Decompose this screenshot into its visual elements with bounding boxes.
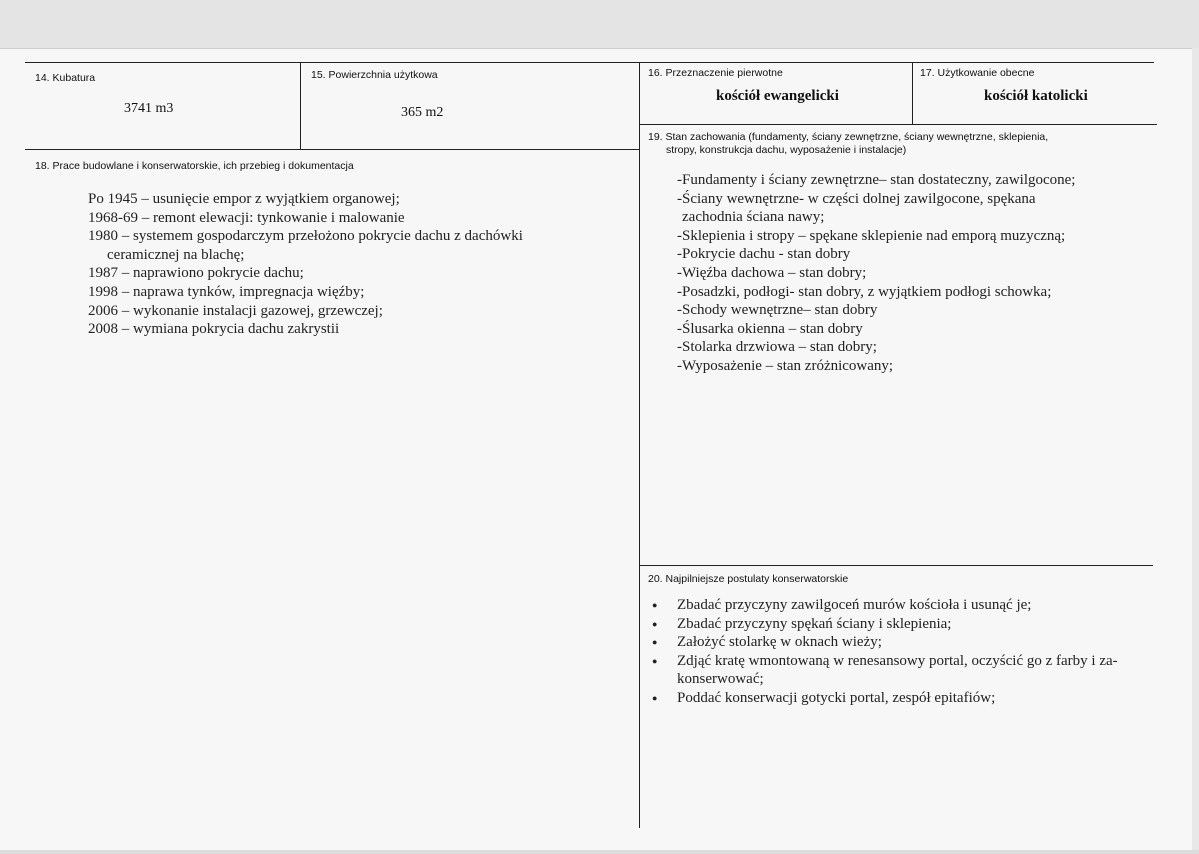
stan-line: -Więźba dachowa – stan dobry; <box>677 264 867 281</box>
postulaty-item: ● Zbadać przyczyny spękań ściany i sklepienia; <box>650 615 1150 634</box>
stan-line: -Sklepienia i stropy – spękane sklepienie nad emporą muzyczną; <box>677 227 1066 244</box>
divider-stan-postulaty <box>640 565 1153 566</box>
center-divider <box>639 62 640 828</box>
scan-bottom-margin <box>0 850 1199 854</box>
prace-line: Po 1945 – usunięcie empor z wyjątkiem organowej; <box>88 191 400 207</box>
powierzchnia-value: 365 m2 <box>401 105 444 120</box>
stan-label-line1: 19. Stan zachowania (fundamenty, ściany zewnętrzne, ściany wewnętrzne, sklepienia, <box>648 131 1049 143</box>
postulaty-item-continuation: konserwować; <box>677 671 764 688</box>
stan-line: -Stolarka drzwiowa – stan dobry; <box>677 339 877 356</box>
postulaty-label: 20. Najpilniejsze postulaty konserwatorskie <box>648 573 849 585</box>
stan-line: -Schody wewnętrzne– stan dobry <box>677 302 878 319</box>
prace-line: 1980 – systemem gospodarczym przełożono pokrycie dachu z dachówki <box>88 228 523 245</box>
form-top-border-right <box>640 62 1154 63</box>
prace-line: 1987 – naprawiono pokrycie dachu; <box>88 265 304 282</box>
stan-line: zachodnia ściana nawy; <box>682 209 825 226</box>
postulaty-item: ● Poddać konserwacji gotycki portal, zespół epitafiów; <box>650 689 1150 708</box>
kubatura-value: 3741 m3 <box>124 101 174 116</box>
prace-line: 1968-69 – remont elewacji: tynkowanie i malowanie <box>88 209 405 226</box>
prace-line: 2008 – wymiana pokrycia dachu zakrystii <box>88 321 340 338</box>
scan-top-margin <box>0 0 1199 49</box>
scan-right-margin <box>1192 48 1199 854</box>
postulaty-item: ● Zdjąć kratę wmontowaną w renesansowy portal, oczyścić go z farby i za- <box>650 652 1150 671</box>
powierzchnia-label: 15. Powierzchnia użytkowa <box>311 69 438 81</box>
kubatura-label: 14. Kubatura <box>35 72 96 84</box>
divider-kubatura-powierzchnia <box>300 62 301 150</box>
uzytkowanie-value: kościół katolicki <box>984 88 1088 104</box>
divider-row1-left <box>25 149 639 150</box>
stan-line: -Ślusarka okienna – stan dobry <box>677 320 863 337</box>
stan-line: -Ściany wewnętrzne- w części dolnej zawilgocone, spękana <box>677 190 1036 207</box>
stan-label-line2: stropy, konstrukcja dachu, wyposażenie i instalacje) <box>666 144 907 156</box>
divider-row1-right <box>640 124 1157 125</box>
uzytkowanie-label: 17. Użytkowanie obecne <box>920 67 1035 79</box>
divider-przeznaczenie-uzytkowanie <box>912 62 913 124</box>
przeznaczenie-label: 16. Przeznaczenie pierwotne <box>648 67 783 79</box>
stan-line: -Fundamenty i ściany zewnętrzne– stan dostateczny, zawilgocone; <box>677 172 1076 188</box>
prace-list <box>88 190 628 339</box>
form-top-border-left <box>25 62 639 63</box>
przeznaczenie-value: kościół ewangelicki <box>716 88 839 104</box>
stan-line: -Pokrycie dachu - stan dobry <box>677 246 851 263</box>
postulaty-list <box>650 596 1150 708</box>
prace-label: 18. Prace budowlane i konserwatorskie, ich przebieg i dokumentacja <box>35 160 354 172</box>
prace-line: 2006 – wykonanie instalacji gazowej, grzewczej; <box>88 302 383 319</box>
stan-line: -Posadzki, podłogi- stan dobry, z wyjątkiem podłogi schowka; <box>677 283 1052 300</box>
stan-line: -Wyposażenie – stan zróżnicowany; <box>677 357 894 374</box>
stan-list <box>677 171 1147 376</box>
prace-line: ceramicznej na blachę; <box>107 246 245 263</box>
prace-line: 1998 – naprawa tynków, impregnacja więźby; <box>88 283 365 300</box>
postulaty-item: ● Założyć stolarkę w oknach wieży; <box>650 633 1150 652</box>
postulaty-item: ● Zbadać przyczyny zawilgoceń murów kościoła i usunąć je; <box>650 596 1150 615</box>
